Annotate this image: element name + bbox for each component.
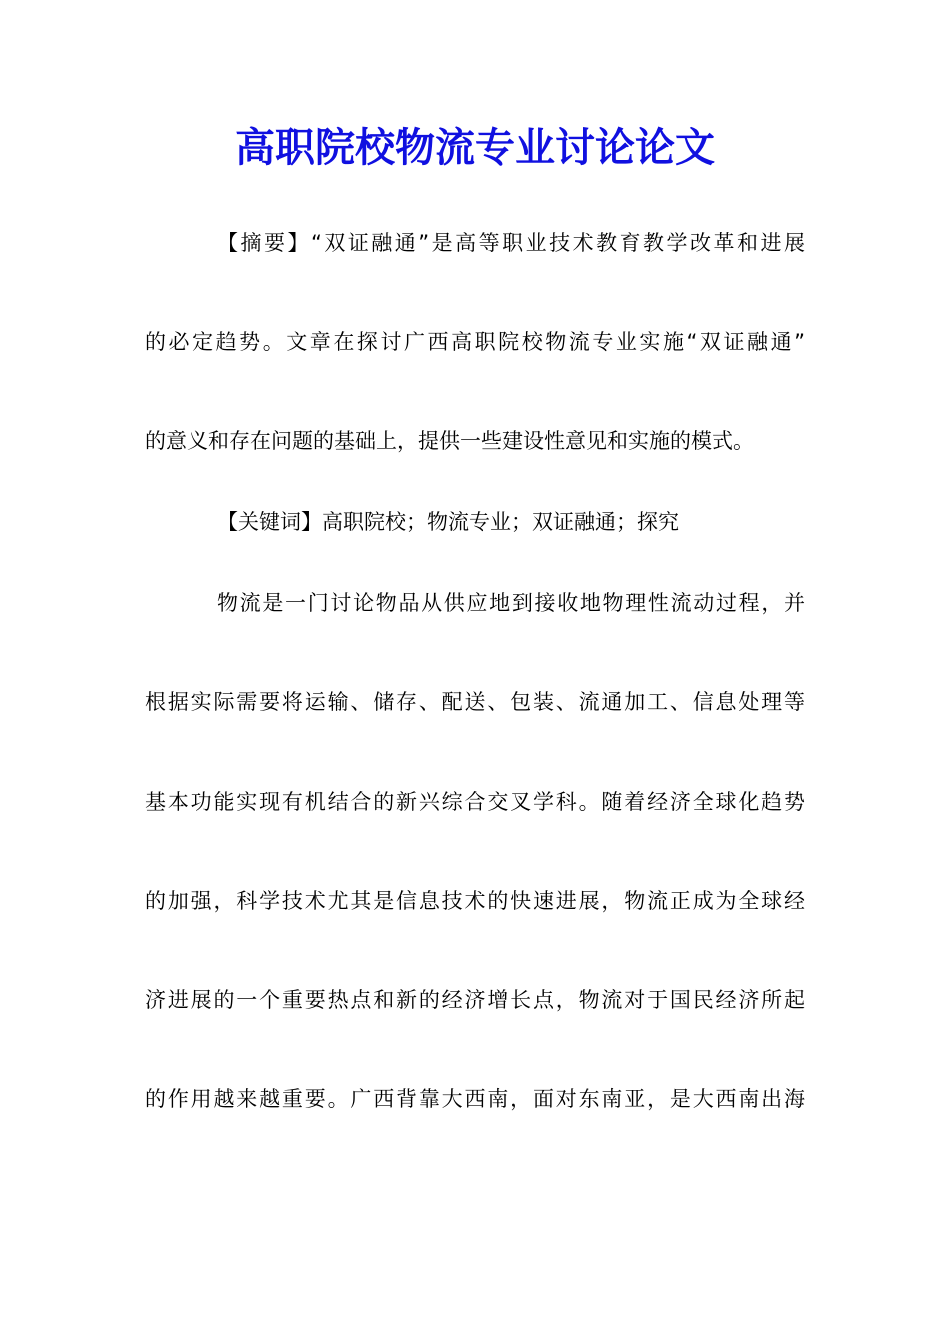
body-line-5: 济进展的一个重要热点和新的经济增长点，物流对于国民经济所起 (145, 988, 805, 1012)
abstract-line-3: 的意义和存在问题的基础上，提供一些建设性意见和实施的模式。 (145, 429, 754, 453)
body-line-6: 的作用越来越重要。广西背靠大西南，面对东南亚，是大西南出海 (145, 1087, 805, 1111)
abstract-line-1: 【摘要】“双证融通”是高等职业技术教育教学改革和进展 (217, 231, 805, 255)
body-line-4: 的加强，科学技术尤其是信息技术的快速进展，物流正成为全球经 (145, 889, 805, 913)
body-line-3: 基本功能实现有机结合的新兴综合交叉学科。随着经济全球化趋势 (145, 790, 805, 814)
abstract-line-2: 的必定趋势。文章在探讨广西高职院校物流专业实施“双证融通” (145, 330, 805, 354)
body-line-2: 根据实际需要将运输、储存、配送、包装、流通加工、信息处理等 (145, 690, 805, 714)
keywords-line: 【关键词】高职院校；物流专业；双证融通；探究 (217, 510, 679, 534)
document-title: 高职院校物流专业讨论论文 (235, 124, 715, 171)
body-line-1: 物流是一门讨论物品从供应地到接收地物理性流动过程，并 (217, 591, 805, 615)
